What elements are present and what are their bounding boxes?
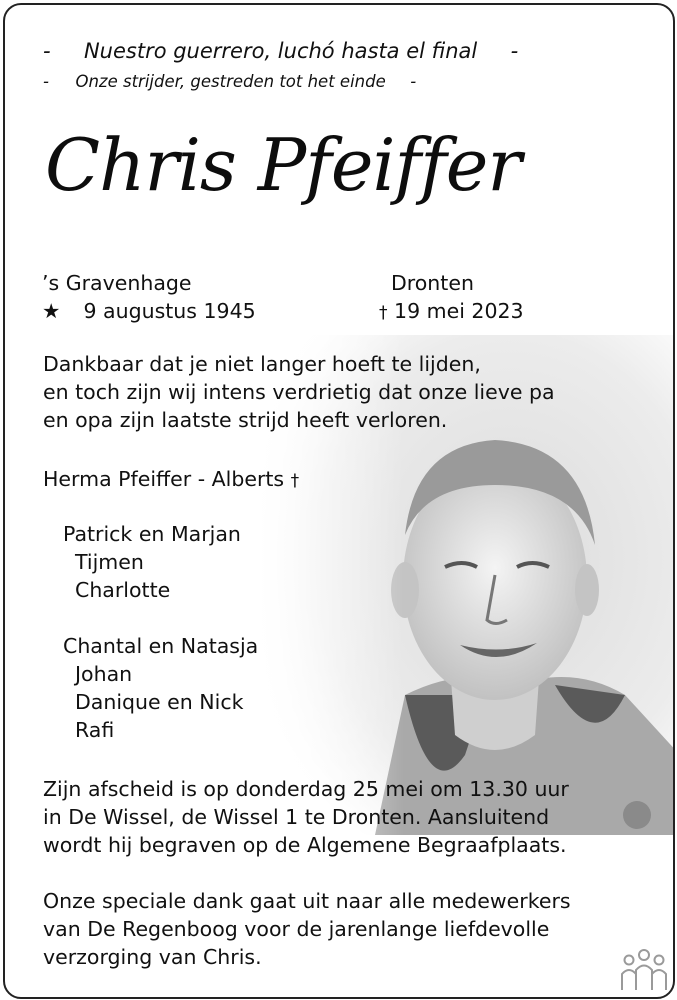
farewell-line: wordt hij begraven op de Algemene Begraafplaats.	[43, 833, 567, 857]
motto-dutch: Onze strijder, gestreden tot het einde	[75, 72, 386, 91]
dash: -	[410, 72, 417, 91]
thanks-line: verzorging van Chris.	[43, 945, 262, 969]
family-parents: Patrick en Marjan	[63, 522, 241, 546]
motto-spanish: Nuestro guerrero, luchó hasta el final	[83, 39, 478, 63]
intro-line: en toch zijn wij intens verdrietig dat onze lieve pa	[43, 380, 555, 404]
intro-paragraph	[43, 350, 555, 434]
family-group	[63, 520, 241, 604]
thanks-line: van De Regenboog voor de jarenlange liefdevolle	[43, 917, 550, 941]
intro-line: en opa zijn laatste strijd heeft verloren.	[43, 408, 448, 432]
family-child: Johan	[75, 662, 133, 686]
family-group	[63, 632, 258, 744]
death-line	[379, 297, 524, 327]
death-place: Dronten	[391, 271, 474, 295]
dash: -	[510, 39, 519, 63]
family-child: Charlotte	[75, 578, 171, 602]
deceased-name: Chris Pfeiffer	[45, 123, 521, 207]
thanks-line: Onze speciale dank gaat uit naar alle medewerkers	[43, 889, 571, 913]
family-child: Tijmen	[75, 550, 144, 574]
star-icon: ★	[42, 299, 61, 323]
motto-dutch-line	[43, 72, 416, 91]
thanks-paragraph	[43, 887, 571, 971]
farewell-line: in De Wissel, de Wissel 1 te Dronten. Aansluitend	[43, 805, 550, 829]
birth-place: ’s Gravenhage	[42, 271, 192, 295]
family-child: Danique en Nick	[75, 690, 244, 714]
cross-icon: †	[379, 303, 388, 323]
spouse-name: Herma Pfeiffer - Alberts	[43, 467, 285, 491]
dash: -	[43, 39, 51, 63]
family-parents: Chantal en Natasja	[63, 634, 259, 658]
birth-line	[42, 297, 256, 325]
dash: -	[43, 72, 49, 91]
cross-icon: †	[290, 471, 300, 491]
farewell-paragraph	[43, 775, 569, 859]
family-child: Rafi	[75, 718, 115, 742]
spouse-line	[43, 465, 299, 495]
motto-spanish-line	[43, 39, 518, 63]
intro-line: Dankbaar dat je niet langer hoeft te lijden,	[43, 352, 481, 376]
obituary-card	[3, 3, 675, 999]
birth-date: 9 augustus 1945	[83, 299, 256, 323]
farewell-line: Zijn afscheid is op donderdag 25 mei om 13.30 uur	[43, 777, 569, 801]
death-date: 19 mei 2023	[394, 299, 524, 323]
family-group-icon	[619, 948, 669, 992]
